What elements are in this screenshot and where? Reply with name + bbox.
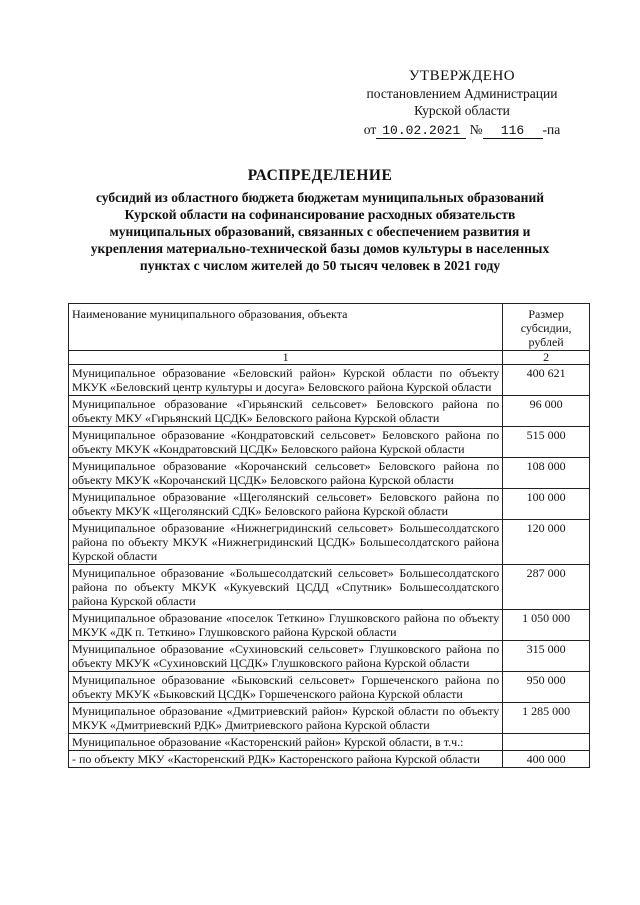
row-amount: 1 050 000: [503, 610, 590, 641]
row-name: Муниципальное образование «Беловский район» Курской области по объекту МКУК «Беловский центр культуры и досуга» Беловского района Курской области: [69, 365, 503, 396]
row-name: - по объекту МКУ «Касторенский РДК» Касторенского района Курской области: [69, 751, 503, 768]
table-row: [69, 458, 590, 489]
document-title: [90, 167, 550, 274]
row-name: Муниципальное образование «Нижнегридинский сельсовет» Большесолдатского района по объекту МКУК «Нижнегридинский ЦСДК» Большесолдатского района Курской области: [69, 520, 503, 565]
row-name: Муниципальное образование «Щеголянский сельсовет» Беловского района по объекту МКУК «Щеголянский СДК» Беловского района Курской области: [69, 489, 503, 520]
row-name: Муниципальное образование «Гирьянский сельсовет» Беловского района по объекту МКУ «Гирьянский ЦСДК» Беловского района Курской области: [69, 396, 503, 427]
column-number-1: 1: [69, 351, 503, 365]
row-name: Муниципальное образование «Дмитриевский район» Курской области по объекту МКУК «Дмитриевский РДК» Дмитриевского района Курской области: [69, 703, 503, 734]
approval-stamp: УТВЕРЖДЕНО: [408, 68, 516, 84]
table-row: [69, 734, 590, 751]
table-row: [69, 520, 590, 565]
resolution-date: 10.02.2021: [376, 124, 466, 139]
approval-block: [342, 68, 582, 139]
approval-line-1: постановлением Администрации: [366, 86, 558, 101]
row-name: Муниципальное образование «Касторенский район» Курской области, в т.ч.:: [69, 734, 503, 751]
row-amount: 315 000: [503, 641, 590, 672]
table-row: [69, 365, 590, 396]
table-row: [69, 641, 590, 672]
table-row: [69, 672, 590, 703]
row-name: Муниципальное образование «Сухиновский сельсовет» Глушковского района по объекту МКУК «Сухиновский ЦСДК» Глушковского района Курской области: [69, 641, 503, 672]
row-amount: 400 621: [503, 365, 590, 396]
resolution-number-suffix: -па: [542, 122, 561, 137]
column-number-2: 2: [503, 351, 590, 365]
table-row: [69, 427, 590, 458]
row-amount: 400 000: [503, 751, 590, 768]
title-main: РАСПРЕДЕЛЕНИЕ: [247, 167, 393, 184]
row-amount: 1 285 000: [503, 703, 590, 734]
table-row: [69, 610, 590, 641]
approval-line-2: Курской области: [414, 103, 510, 118]
row-amount: 950 000: [503, 672, 590, 703]
table-row: [69, 489, 590, 520]
table-row: [69, 703, 590, 734]
row-name: Муниципальное образование «Быковский сельсовет» Горшеченского района по объекту МКУК «Быковский ЦСДК» Горшеченского района Курской области: [69, 672, 503, 703]
resolution-number-sign: №: [469, 122, 483, 137]
row-amount: 120 000: [503, 520, 590, 565]
row-amount: [503, 734, 590, 751]
header-amount: Размер субсидии, рублей: [503, 304, 590, 351]
row-name: Муниципальное образование «Корочанский сельсовет» Беловского района по объекту МКУК «Корочанский ЦСДК» Беловского района Курской области: [69, 458, 503, 489]
table-row: [69, 396, 590, 427]
row-amount: 108 000: [503, 458, 590, 489]
resolution-number: 116: [483, 124, 543, 139]
resolution-line: [342, 121, 582, 139]
resolution-from: от: [363, 122, 377, 137]
subsidy-table: [68, 303, 590, 768]
row-name: Муниципальное образование «Большесолдатский сельсовет» Большесолдатского района по объекту МКУК «Кукуевский ЦСДД «Спутник» Большесолдатского района Курской области: [69, 565, 503, 610]
table-row: [69, 751, 590, 768]
row-amount: 287 000: [503, 565, 590, 610]
table-row: [69, 565, 590, 610]
title-subtitle: субсидий из областного бюджета бюджетам муниципальных образований Курской области на софинансирование расходных обязательств муниципальных образований, связанных с обеспечением развития и укрепления материально-технической базы домов культуры в населенных пунктах с числом жителей до 50 тысяч человек в 2021 году: [90, 190, 550, 273]
row-name: Муниципальное образование «поселок Теткино» Глушковского района по объекту МКУК «ДК п. Теткино» Глушковского района Курской области: [69, 610, 503, 641]
row-amount: 515 000: [503, 427, 590, 458]
row-name: Муниципальное образование «Кондратовский сельсовет» Беловского района по объекту МКУК «Кондратовский ЦСДК» Беловского района Курской области: [69, 427, 503, 458]
header-name: Наименование муниципального образования, объекта: [69, 304, 503, 351]
row-amount: 100 000: [503, 489, 590, 520]
row-amount: 96 000: [503, 396, 590, 427]
